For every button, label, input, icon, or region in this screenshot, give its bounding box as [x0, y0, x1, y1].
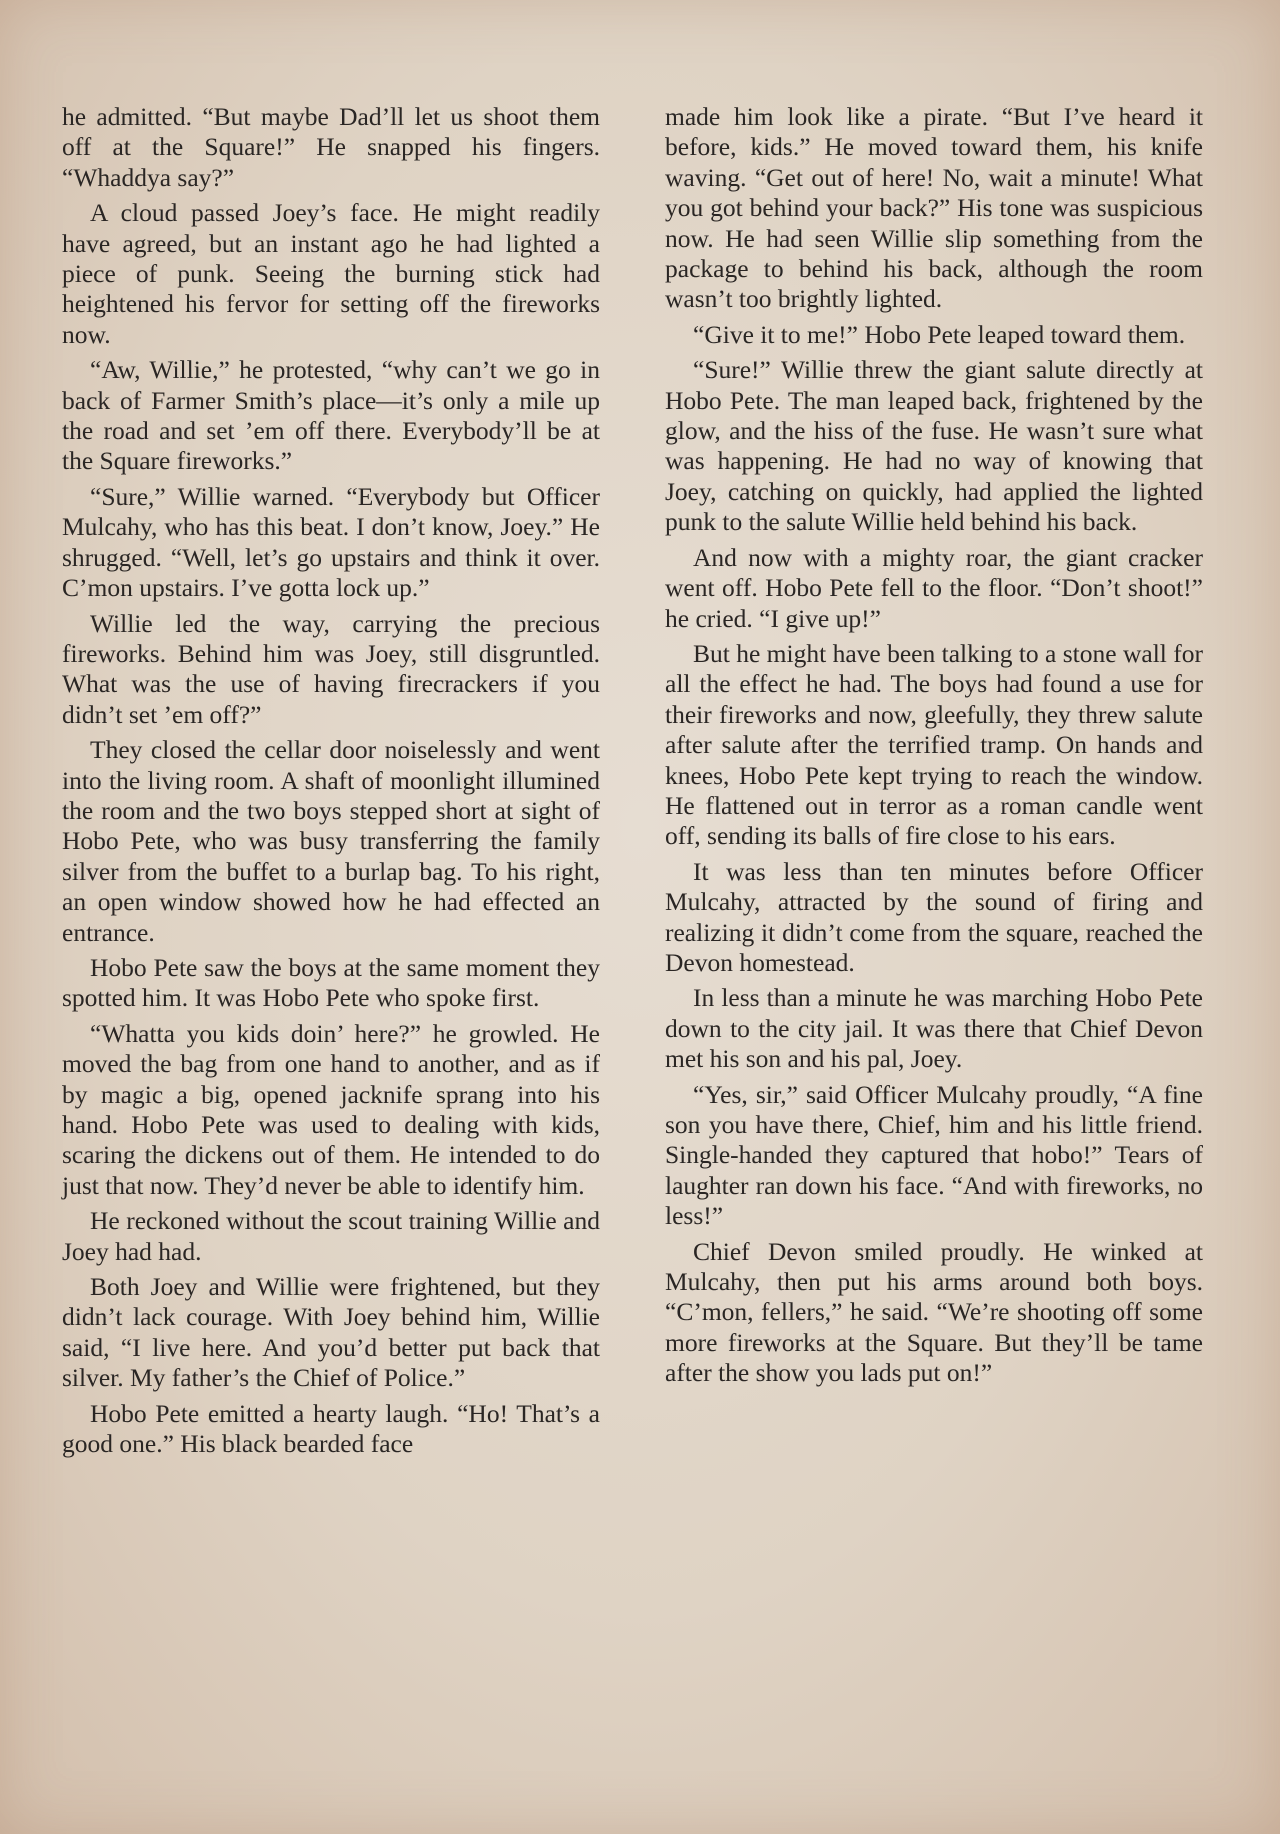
paragraph: Willie led the way, carrying the precious fireworks. Behind him was Joey, still disgruntled. What was the use of having firecrackers if you didn’t set ’em off?” [62, 608, 600, 729]
paragraph: “Sure!” Willie threw the giant salute directly at Hobo Pete. The man leaped back, frightened by the glow, and the hiss of the fuse. He wasn’t sure what was happening. He had no way of knowing that Joey, catching on quickly, had applied the lighted punk to the salute Willie held behind his back. [665, 355, 1203, 537]
paragraph: Hobo Pete emitted a hearty laugh. “Ho! That’s a good one.” His black bearded face [62, 1398, 600, 1459]
right-text-column [665, 102, 1203, 1394]
paragraph: A cloud passed Joey’s face. He might readily have agreed, but an instant ago he had lighted a piece of punk. Seeing the burning stick had heightened his fervor for setting off the fireworks now. [62, 198, 600, 349]
paragraph: “Sure,” Willie warned. “Everybody but Officer Mulcahy, who has this beat. I don’t know, Joey.” He shrugged. “Well, let’s go upstairs and think it over. C’mon upstairs. I’ve gotta lock up.” [62, 481, 600, 603]
paragraph: But he might have been talking to a stone wall for all the effect he had. The boys had found a use for their fireworks and now, gleefully, they threw salute after salute after the terrified tramp. On hands and knees, Hobo Pete kept trying to reach the window. He flattened out in terror as a roman candle went off, sending its balls of fire close to his ears. [665, 638, 1203, 851]
paragraph: Hobo Pete saw the boys at the same moment they spotted him. It was Hobo Pete who spoke first. [62, 952, 600, 1013]
paragraph: “Give it to me!” Hobo Pete leaped toward them. [693, 319, 1186, 349]
paragraph: Both Joey and Willie were frightened, but they didn’t lack courage. With Joey behind him, Willie said, “I live here. And you’d better put back that silver. My father’s the Chief of Police.” [62, 1272, 600, 1393]
left-text-column [62, 102, 600, 1464]
paragraph: he admitted. “But maybe Dad’ll let us shoot them off at the Square!” He snapped his fingers. “Whaddya say?” [62, 102, 600, 192]
paragraph: It was less than ten minutes before Officer Mulcahy, attracted by the sound of firing and realizing it didn’t come from the square, reached the Devon homestead. [665, 856, 1203, 977]
paragraph: made him look like a pirate. “But I’ve heard it before, kids.” He moved toward them, his knife waving. “Get out of here! No, wait a minute! What you got behind your back?” His tone was suspicious now. He had seen Willie slip something from the package to behind his back, although the room wasn’t too brightly lighted. [665, 102, 1203, 314]
paragraph: In less than a minute he was marching Hobo Pete down to the city jail. It was there that Chief Devon met his son and his pal, Joey. [665, 983, 1203, 1074]
paragraph: “Aw, Willie,” he protested, “why can’t we go in back of Farmer Smith’s place—it’s only a mile up the road and set ’em off there. Everybody’ll be at the Square fireworks.” [62, 355, 600, 476]
paragraph: “Yes, sir,” said Officer Mulcahy proudly, “A fine son you have there, Chief, him and his little friend. Single-handed they captured that hobo!” Tears of laughter ran down his face. “And with fireworks, no less!” [665, 1079, 1203, 1231]
paragraph: He reckoned without the scout training Willie and Joey had had. [62, 1206, 600, 1266]
paragraph: “Whatta you kids doin’ here?” he growled. He moved the bag from one hand to another, and as if by magic a big, opened jacknife sprang into his hand. Hobo Pete was used to dealing with kids, scaring the dickens out of them. He intended to do just that now. They’d never be able to identify him. [62, 1018, 600, 1200]
paragraph: Chief Devon smiled proudly. He winked at Mulcahy, then put his arms around both boys. “C’mon, fellers,” he said. “We’re shooting off some more fireworks at the Square. But they’ll be tame after the show you lads put on!” [665, 1236, 1203, 1388]
paragraph: And now with a mighty roar, the giant cracker went off. Hobo Pete fell to the floor. “Don’t shoot!” he cried. “I give up!” [665, 542, 1203, 633]
paragraph: They closed the cellar door noiselessly and went into the living room. A shaft of moonlight illumined the room and the two boys stepped short at sight of Hobo Pete, who was busy transferring the family silver from the buffet to a burlap bag. To his right, an open window showed how he had effected an entrance. [62, 735, 600, 947]
